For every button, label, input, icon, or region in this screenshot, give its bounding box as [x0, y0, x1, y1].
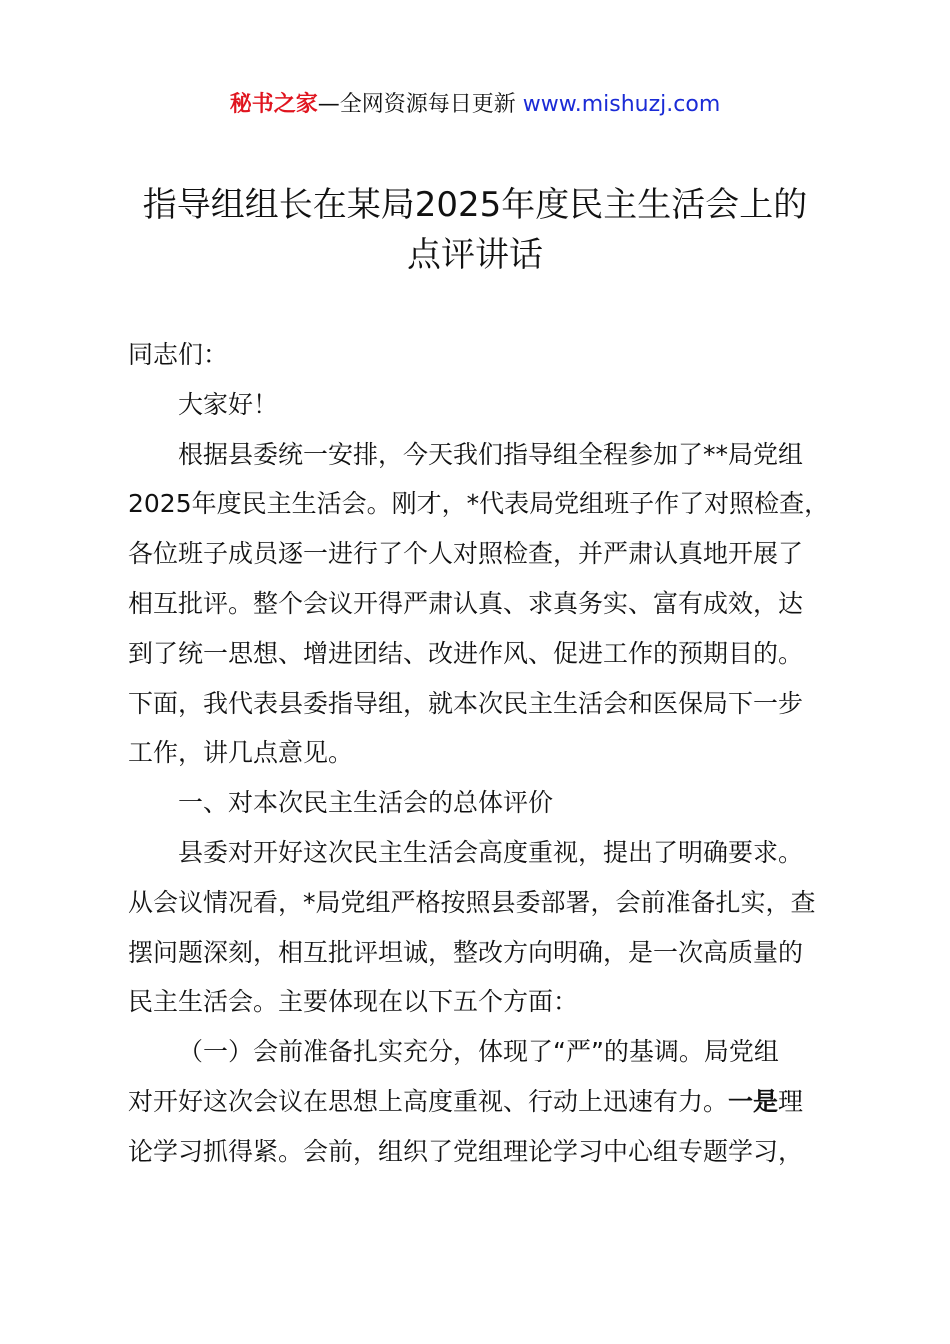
site-header [0, 88, 950, 122]
site-url-link[interactable]: www.mishuzj.com [522, 92, 721, 117]
header-slogan: —全网资源每日更新 [317, 92, 516, 117]
paragraph-point-one [128, 1027, 868, 1176]
title-line-2: 点评讲话 [407, 235, 543, 275]
brand-name: 秘书之家 [229, 92, 318, 117]
document-body [128, 330, 868, 1177]
paragraph-line: 县委对开好这次民主生活会高度重视，提出了明确要求。 [178, 837, 804, 867]
paragraph-line: 根据县委统一安排，今天我们指导组全程参加了**局党组 [178, 439, 804, 469]
paragraph-line: 到了统一思想、增进团结、改进作风、促进工作的预期目的。 [128, 638, 804, 668]
paragraph-evaluation [128, 828, 868, 1027]
paragraph-line: 相互批评。整个会议开得严肃认真、求真务实、富有成效，达 [128, 588, 804, 618]
title-line-1: 指导组组长在某局2025年度民主生活会上的 [142, 185, 808, 225]
paragraph-intro [128, 430, 868, 779]
paragraph-line: （一）会前准备扎实充分，体现了“严”的基调。局党组 [178, 1037, 779, 1067]
paragraph-line: 各位班子成员逐一进行了个人对照检查，并严肃认真地开展了 [128, 539, 804, 569]
paragraph-line: 下面，我代表县委指导组，就本次民主生活会和医保局下一步 [128, 688, 804, 718]
text-run: 理 [778, 1086, 804, 1116]
paragraph-line: 摆问题深刻，相互批评坦诚，整改方向明确，是一次高质量的 [128, 937, 804, 967]
paragraph-line: 民主生活会。主要体现在以下五个方面： [128, 987, 579, 1017]
paragraph-line: 2025年度民主生活会。刚才，*代表局党组班子作了对照检查， [128, 489, 830, 519]
paragraph-line [128, 1077, 868, 1127]
text-run: 对开好这次会议在思想上高度重视、行动上迅速有力。 [128, 1086, 729, 1116]
salutation: 同志们： [128, 340, 229, 369]
paragraph-line: 从会议情况看，*局党组严格按照县委部署，会前准备扎实，查 [128, 887, 816, 917]
section-heading-1: 一、对本次民主生活会的总体评价 [178, 788, 554, 818]
bold-emphasis: 一是 [728, 1086, 779, 1116]
paragraph-line: 论学习抓得紧。会前，组织了党组理论学习中心组专题学习， [128, 1136, 804, 1166]
greeting: 大家好！ [178, 389, 279, 419]
paragraph-line: 工作，讲几点意见。 [128, 738, 354, 768]
document-title [100, 180, 850, 280]
